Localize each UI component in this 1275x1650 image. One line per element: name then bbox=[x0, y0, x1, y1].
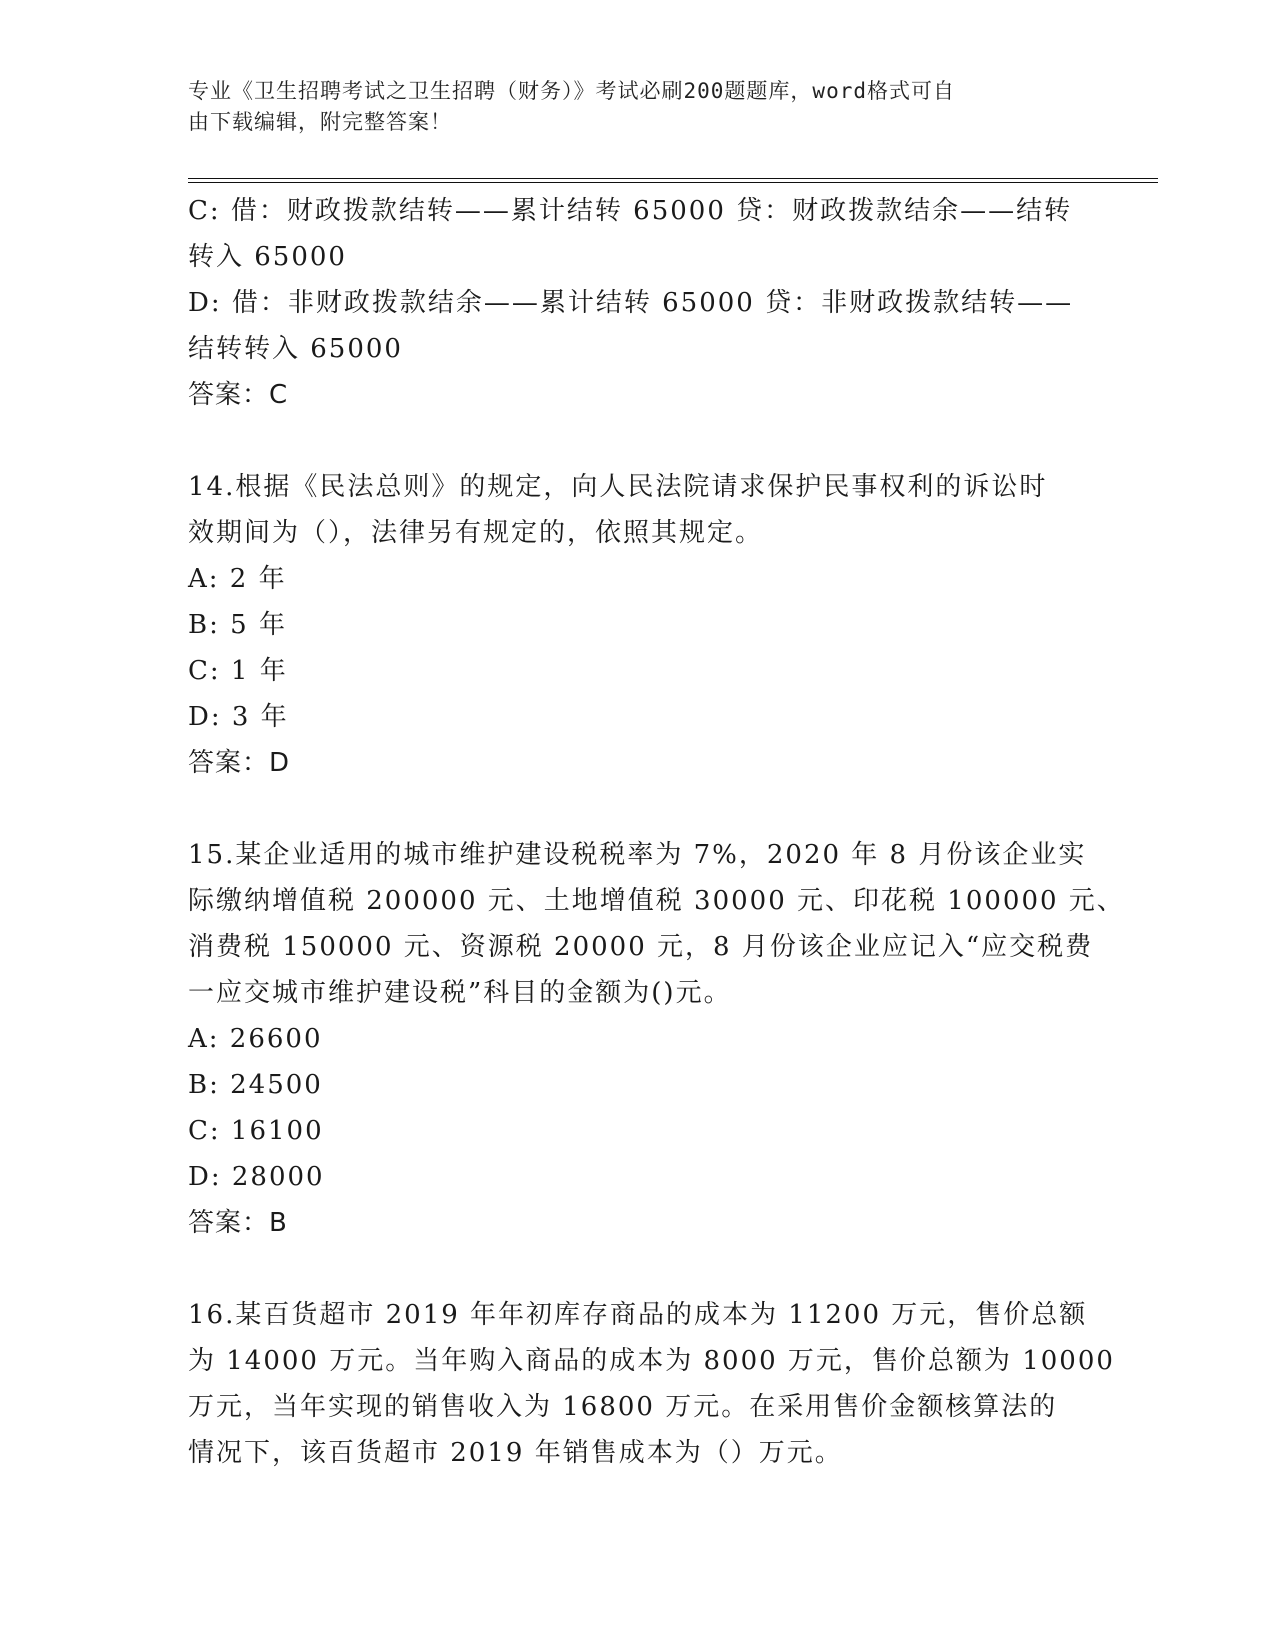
header-divider bbox=[188, 178, 1158, 183]
option-a: A: 26600 bbox=[188, 1024, 323, 1054]
spacer bbox=[188, 786, 1088, 832]
header-line-1: 专业《卫生招聘考试之卫生招聘（财务）》考试必刷200题题库，word格式可自 bbox=[188, 79, 955, 103]
question-14 bbox=[188, 464, 1088, 786]
option-c-line-1: C: 借：财政拨款结转——累计结转 65000 贷：财政拨款结余——结转 bbox=[188, 196, 1073, 226]
option-d: D: 3 年 bbox=[188, 702, 289, 732]
question-stem-line: 万元，当年实现的销售收入为 16800 万元。在采用售价金额核算法的 bbox=[188, 1392, 1058, 1422]
question-stem-line: 为 14000 万元。当年购入商品的成本为 8000 万元，售价总额为 10000 bbox=[188, 1346, 1115, 1376]
document-body bbox=[188, 188, 1125, 1476]
option-d-line-2: 结转转入 65000 bbox=[188, 334, 403, 364]
spacer bbox=[188, 1246, 1088, 1292]
option-c: C: 1 年 bbox=[188, 656, 288, 686]
question-13 bbox=[188, 188, 1088, 418]
option-a: A: 2 年 bbox=[188, 564, 287, 594]
answer-15: 答案：B bbox=[188, 1208, 288, 1238]
document-header bbox=[188, 76, 1048, 138]
question-stem-line: 情况下，该百货超市 2019 年销售成本为（）万元。 bbox=[188, 1438, 843, 1468]
question-stem-line: 16.某百货超市 2019 年年初库存商品的成本为 11200 万元，售价总额 bbox=[188, 1300, 1088, 1330]
question-stem-line: 际缴纳增值税 200000 元、土地增值税 30000 元、印花税 100000 元、 bbox=[188, 886, 1125, 916]
question-stem-line: 一应交城市维护建设税”科目的金额为()元。 bbox=[188, 978, 732, 1008]
question-16 bbox=[188, 1292, 1115, 1476]
option-d-line-1: D: 借：非财政拨款结余——累计结转 65000 贷：非财政拨款结转—— bbox=[188, 288, 1074, 318]
spacer bbox=[188, 418, 1088, 464]
option-c: C: 16100 bbox=[188, 1116, 324, 1146]
option-d: D: 28000 bbox=[188, 1162, 325, 1192]
question-stem-line: 消费税 150000 元、资源税 20000 元，8 月份该企业应记入“应交税费 bbox=[188, 932, 1094, 962]
answer-14: 答案：D bbox=[188, 748, 291, 778]
option-b: B: 24500 bbox=[188, 1070, 323, 1100]
answer-13: 答案：C bbox=[188, 380, 289, 410]
question-stem-line: 效期间为（），法律另有规定的，依照其规定。 bbox=[188, 518, 764, 548]
question-stem-line: 14.根据《民法总则》的规定，向人民法院请求保护民事权利的诉讼时 bbox=[188, 472, 1048, 502]
question-15 bbox=[188, 832, 1125, 1246]
option-c-line-2: 转入 65000 bbox=[188, 242, 347, 272]
question-stem-line: 15.某企业适用的城市维护建设税税率为 7%，2020 年 8 月份该企业实 bbox=[188, 840, 1087, 870]
option-b: B: 5 年 bbox=[188, 610, 287, 640]
header-line-2: 由下载编辑，附完整答案！ bbox=[188, 110, 452, 134]
